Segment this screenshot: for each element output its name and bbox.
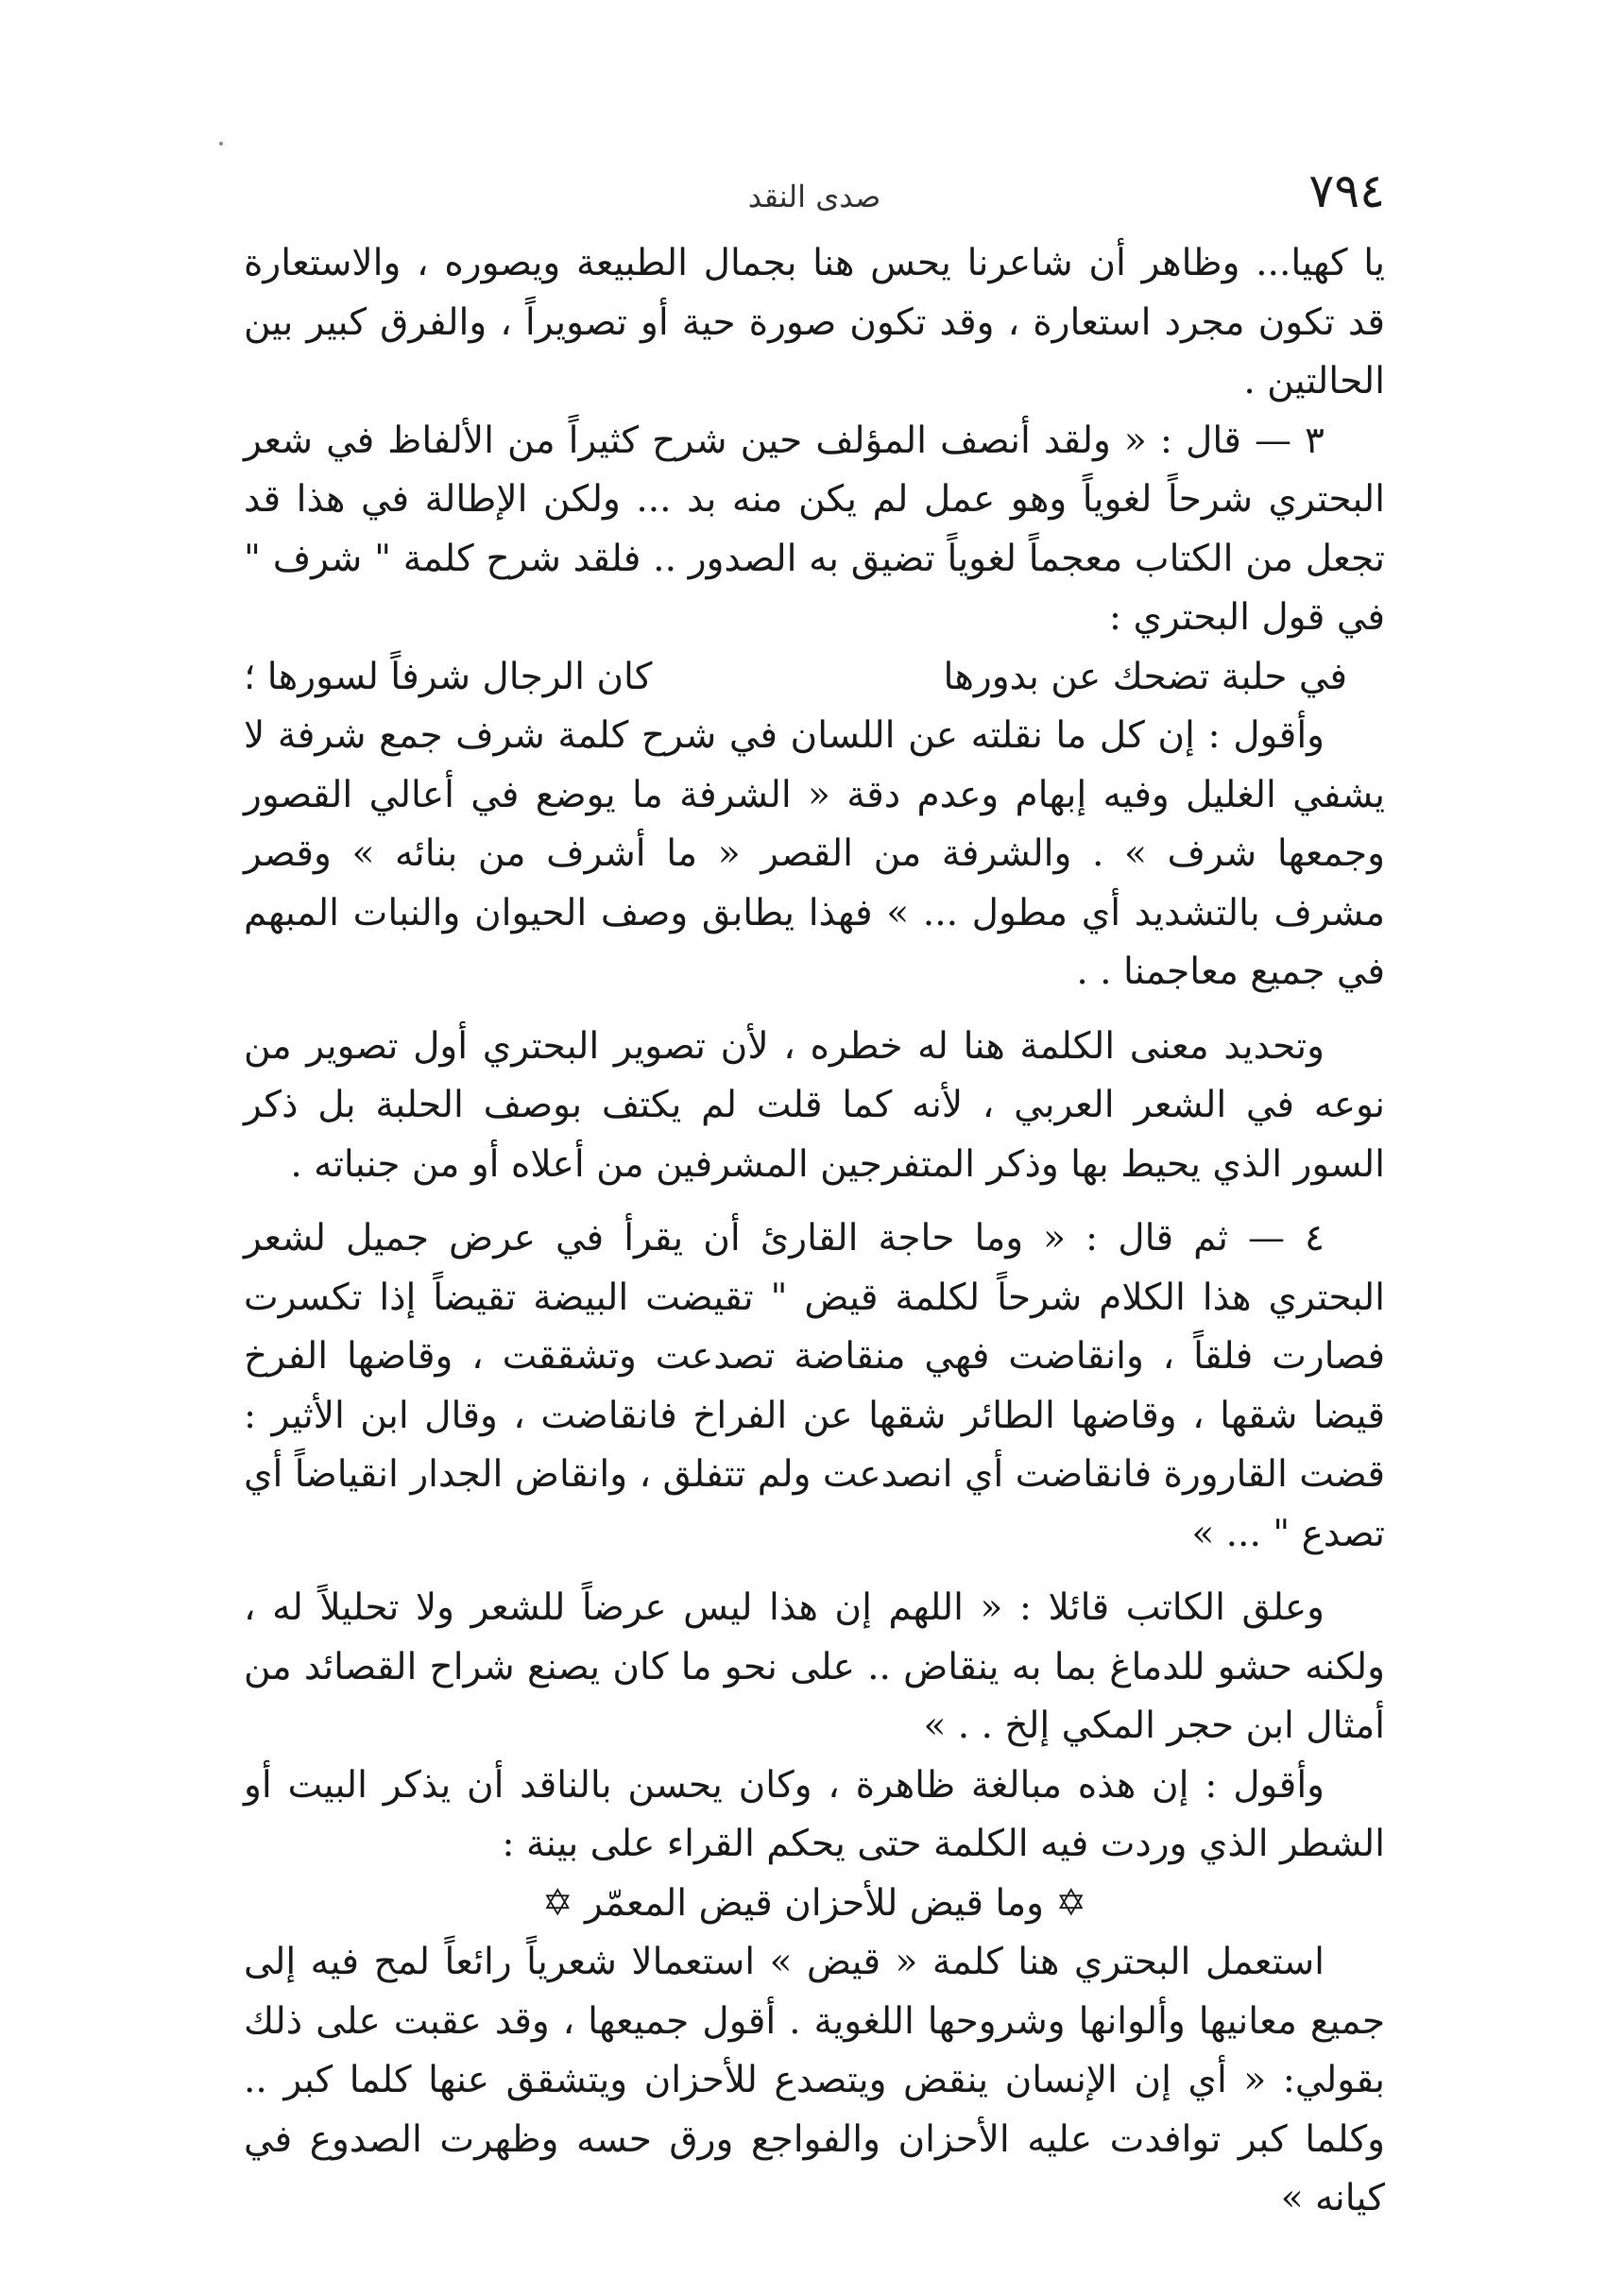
paragraph-2: ٣ — قال : « ولقد أنصف المؤلف حين شرح كثيراً من الألفاظ في شعر البحتري شرحاً لغوياً وهو عمل لم يكن منه بد ... ولكن الإطالة في هذا قد تجعل من الكتاب معجماً لغوياً تضيق به الصدور .. فلقد شرح كلمة " شرف " في قول البحتري : [244,419,1385,639]
paragraph-7: وأقول : إن هذه مبالغة ظاهرة ، وكان يحسن بالناقد أن يذكر البيت أو الشطر الذي وردت فيه الكلمة حتى يحكم القراء على بينة : [244,1763,1385,1865]
running-title: صدى النقد [747,179,881,214]
page-header [244,163,1385,229]
verse-line-1 [244,648,1385,708]
paragraph-3: وأقول : إن كل ما نقلته عن اللسان في شرح كلمة شرف جمع شرفة لا يشفي الغليل وفيه إبهام وعدم دقة « الشرفة ما يوضع في أعالي القصور وجمعها شرف » . والشرفة من القصر « ما أشرف من بنائه » وقصر مشرف بالتشديد أي مطول ... » فهذا يطابق وصف الحيوان والنبات المبهم في جميع معاجمنا . . [244,714,1385,993]
body-text [244,234,1385,2229]
paragraph-5: ٤ — ثم قال : « وما حاجة القارئ أن يقرأ في عرض جميل لشعر البحتري هذا الكلام شرحاً لكلمة قيض " تقيضت البيضة تقيضاً إذا تكسرت فصارت فلقاً ، وانقاضت فهي منقاضة تصدعت وتشققت ، وقاضها الفرخ قيضا شقها ، وقاضها الطائر شقها عن الفراخ فانقاضت ، وقال ابن الأثير : قضت القارورة فانقاضت أي انصدعت ولم تتفلق ، وانقاض الجدار انقياضاً أي تصدع " ... » [244,1217,1385,1555]
verse-line-2: ✡ وما قيض للأحزان قيض المعمّر ✡ [541,1881,1087,1925]
page-number: ٧٩٤ [1308,163,1385,218]
margin-mark [219,142,223,146]
paragraph-1: يا كهيا... وظاهر أن شاعرنا يحس هنا بجمال الطبيعة ويصوره ، والاستعارة قد تكون مجرد استعارة ، وقد تكون صورة حية أو تصويراً ، والفرق كبير بين الحالتين . [244,242,1385,403]
paragraph-4: وتحديد معنى الكلمة هنا له خطره ، لأن تصوير البحتري أول تصوير من نوعه في الشعر العربي ، لأنه كما قلت لم يكتف بوصف الحلبة بل ذكر السور الذي يحيط بها وذكر المتفرجين المشرفين من أعلاه أو من جنباته . [244,1024,1385,1186]
paragraph-8: استعمل البحتري هنا كلمة « قيض » استعمالا شعرياً رائعاً لمح فيه إلى جميع معانيها وألوانها وشروحها اللغوية . أقول جميعها ، وقد عقبت على ذلك بقولي: « أي إن الإنسان ينقض ويتصدع للأحزان ويتشقق عنها كلما كبر .. وكلما كبر توافدت عليه الأحزان والفواجع ورق حسه وظهرت الصدوع في كيانه » [244,1941,1385,2219]
verse-first-hemistich: في حلبة تضحك عن بدورها [943,655,1347,698]
verse-second-hemistich: كان الرجال شرفاً لسورها ؛ [244,655,653,698]
paragraph-6: وعلق الكاتب قائلا : « اللهم إن هذا ليس عرضاً للشعر ولا تحليلاً له ، ولكنه حشو للدماغ بما به ينقاض .. على نحو ما كان يصنع شراح القصائد من أمثال ابن حجر المكي إلخ . . » [244,1586,1385,1747]
book-page [244,163,1385,2222]
